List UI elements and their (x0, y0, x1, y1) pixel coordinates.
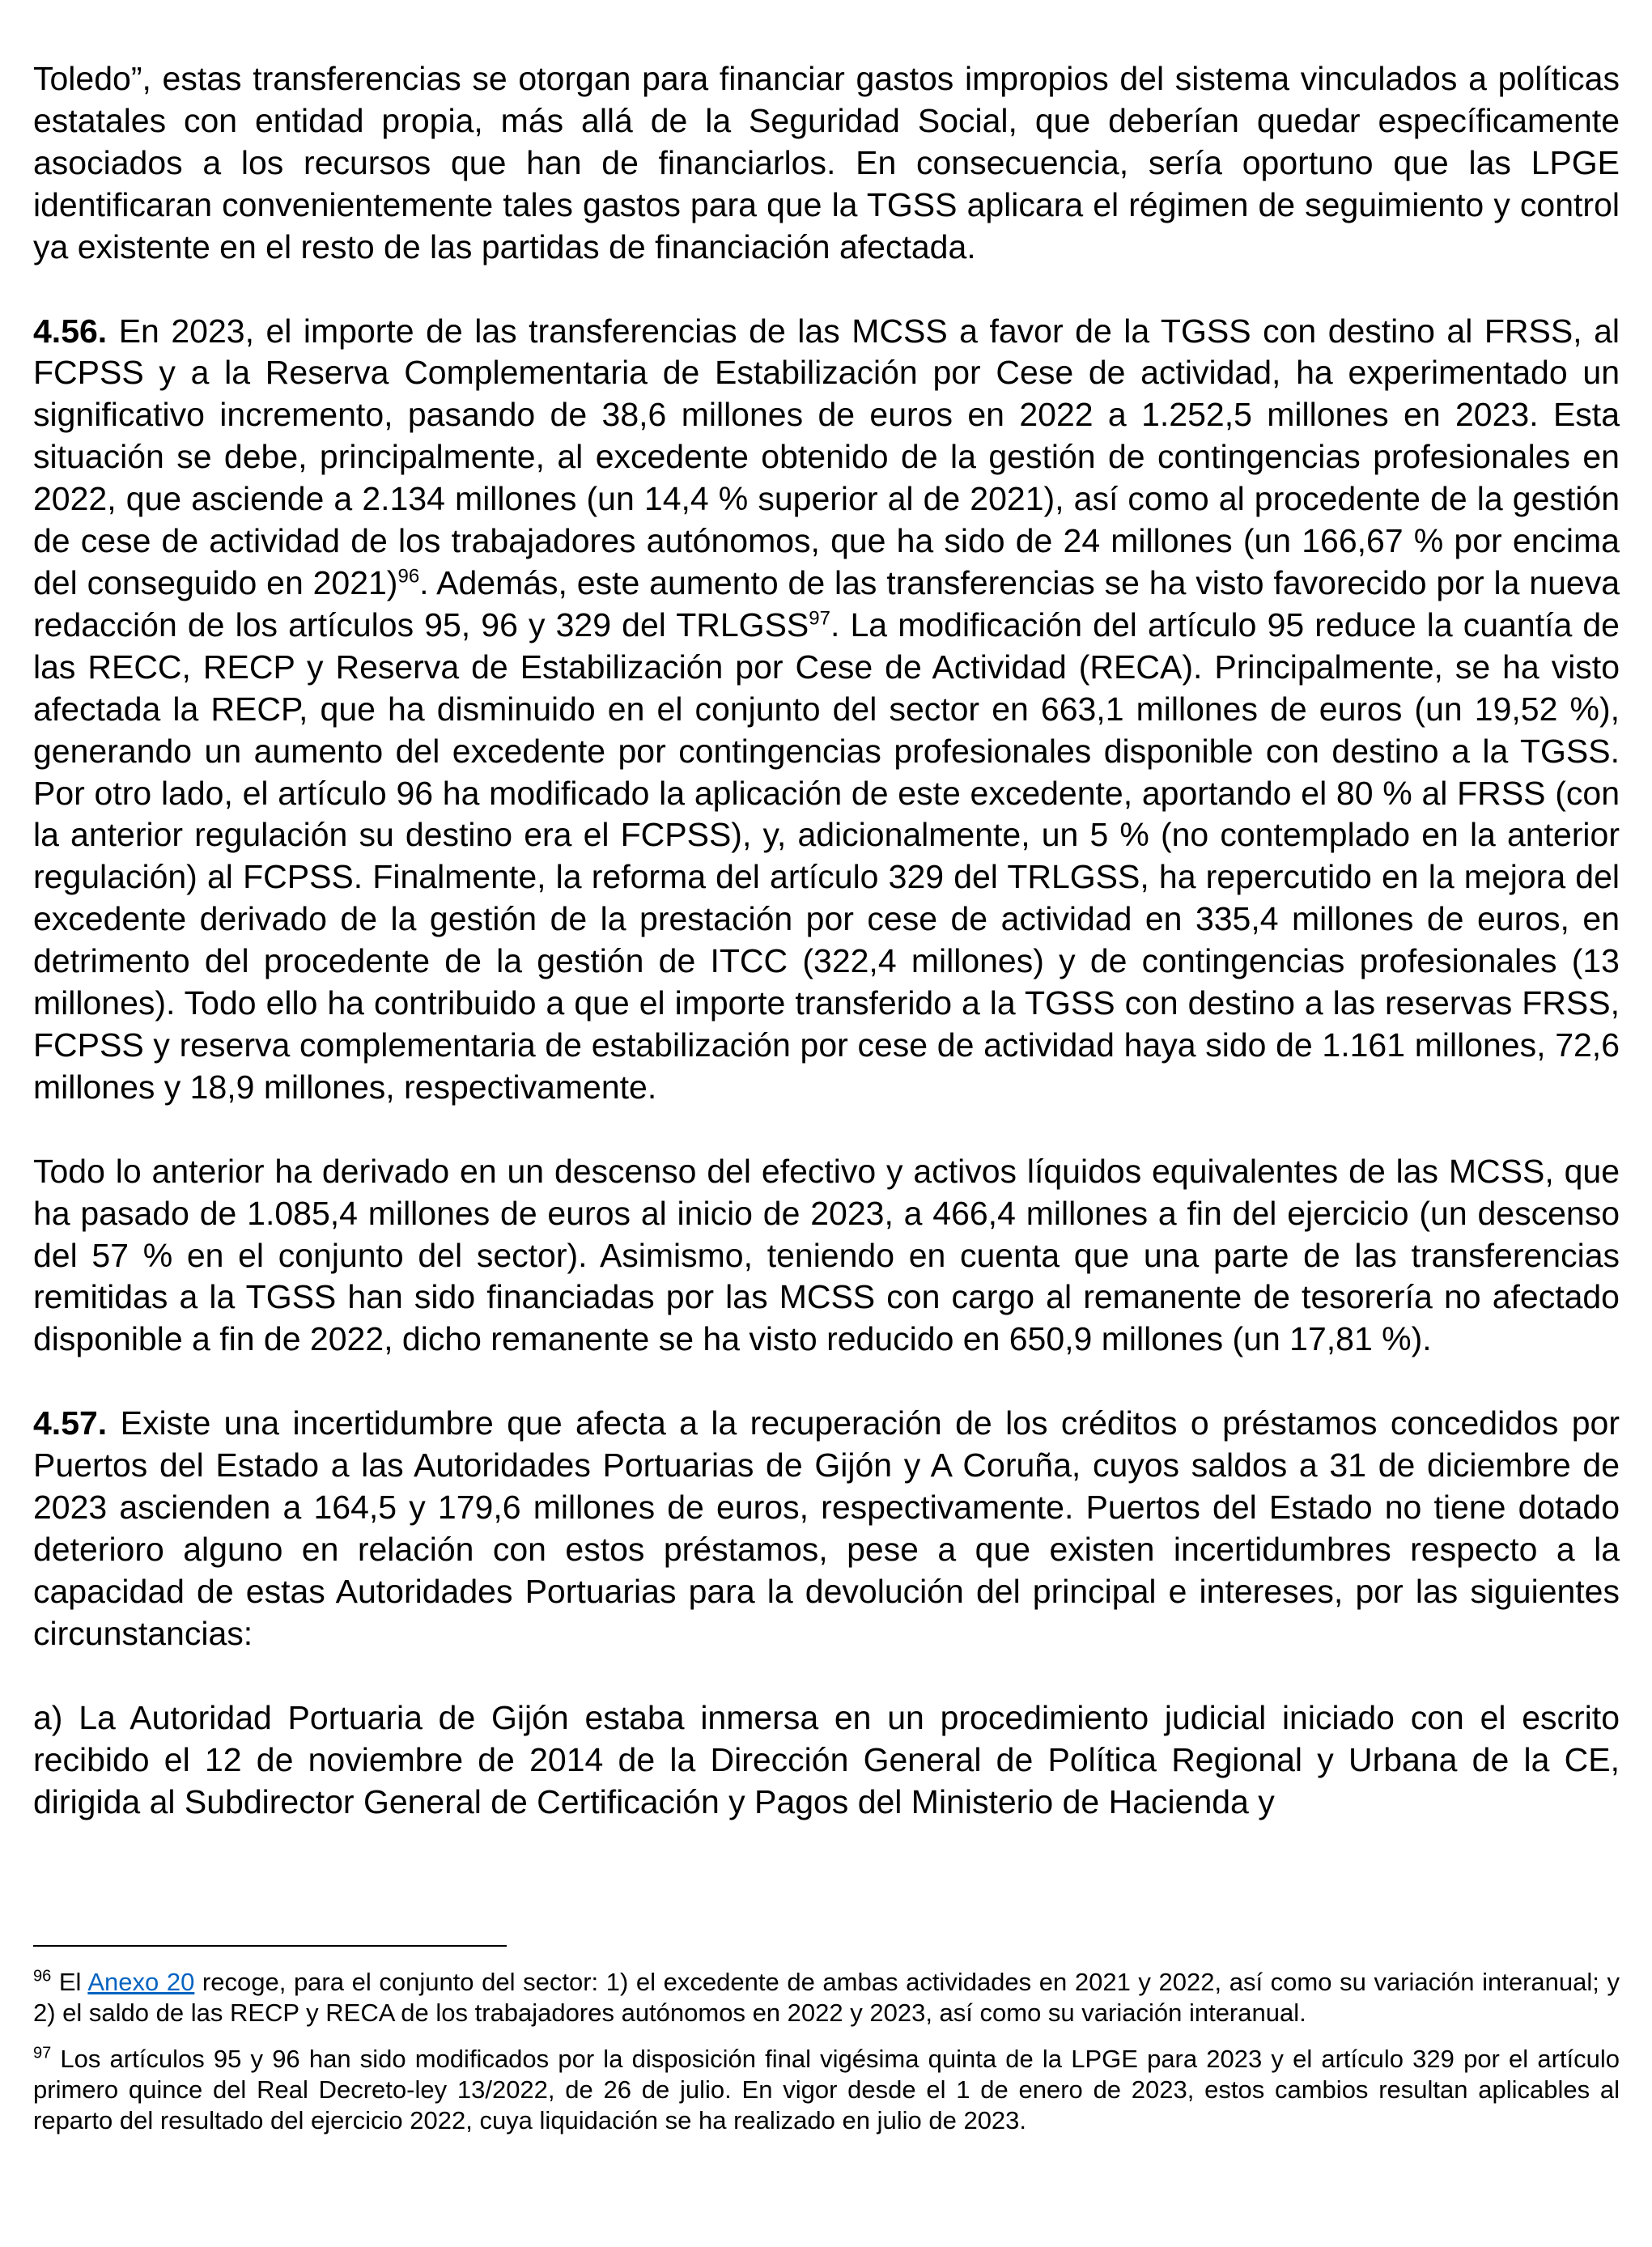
paragraph-efectivo: Todo lo anterior ha derivado en un descenso del efectivo y activos líquidos equivalentes de las MCSS, que ha pasado de 1.085,4 millones de euros al inicio de 2023, a 466,4 millones a fin del ejercicio (un descenso del 57 % en el conjunto del sector). Asimismo, teniendo en cuenta que una parte de las transferencias remitidas a la TGSS han sido financiadas por las MCSS con cargo al remanente de tesorería no afectado disponible a fin de 2022, dicho remanente se ha visto reducido en 650,9 millones (un 17,81 %). (33, 1152, 1620, 1358)
footnote-number: 97 (33, 2044, 52, 2062)
footnotes (33, 1967, 1620, 2151)
footnote-ref-96[interactable]: 96 (397, 565, 420, 588)
footnote-97: $^{97}$ Los artículos 95 y 96 han sido modificados por la disposición final vigésima quinta de la LPGE para 2023 y el artículo 329 por el artículo primero quince del Real Decreto-ley 13/2022, de 26 de julio. En vigor desde el 1 de enero de 2023, estos cambios resultan aplicables al reparto del resultado del ejercicio 2022, cuya liquidación se ha realizado en julio de 2023. (33, 2044, 1620, 2134)
anexo-20-link[interactable]: Anexo 20 (87, 1968, 195, 1996)
paragraph-intro: Toledo”, estas transferencias se otorgan para financiar gastos impropios del sistema vinculados a políticas estatales con entidad propia, más allá de la Seguridad Social, que deberían quedar específicamente asociados a los recursos que han de financiarlos. En consecuencia, sería oportuno que las LPGE identificaran convenientemente tales gastos para que la TGSS aplicara el régimen de seguimiento y control ya existente en el resto de las partidas de financiación afectada. (33, 60, 1620, 265)
footnote-number: 96 (33, 1967, 52, 1986)
footnote-96: $^{96}$ El Anexo 20 recoge, para el conjunto del sector: 1) el excedente de ambas actividades en 2021 y 2022, así como su variación interanual; y 2) el saldo de las RECP y RECA de los trabajadores autónomos en 2022 y 2023, así como su variación interanual. (33, 1967, 1620, 2027)
document-body (33, 58, 1620, 1823)
paragraph-4-57: 4.57. Existe una incertidumbre que afecta a la recuperación de los créditos o préstamos concedidos por Puertos del Estado a las Autoridades Portuarias de Gijón y A Coruña, cuyos saldos a 31 de diciembre de 2023 ascienden a 164,5 y 179,6 millones de euros, respectivamente. Puertos del Estado no tiene dotado deterioro alguno en relación con estos préstamos, pese a que existen incertidumbres respecto a la capacidad de estas Autoridades Portuarias para la devolución del principal e intereses, por las siguientes circunstancias: (33, 1404, 1620, 1652)
footnote-divider (33, 1945, 507, 1947)
paragraph-item-a: a) La Autoridad Portuaria de Gijón estaba inmersa en un procedimiento judicial iniciado con el escrito recibido el 12 de noviembre de 2014 de la Dirección General de Política Regional y Urbana de la CE, dirigida al Subdirector General de Certificación y Pagos del Ministerio de Hacienda y (33, 1698, 1620, 1820)
section-number: 4.56. (33, 312, 108, 350)
paragraph-4-56: 4.56. En 2023, el importe de las transferencias de las MCSS a favor de la TGSS con destino al FRSS, al FCPSS y a la Reserva Complementaria de Estabilización por Cese de actividad, ha experimentado un significativo incremento, pasando de 38,6 millones de euros en 2022 a 1.252,5 millones en 2023. Esta situación se debe, principalmente, al excedente obtenido de la gestión de contingencias profesionales en 2022, que asciende a 2.134 millones (un 14,4 % superior al de 2021), así como al procedente de la gestión de cese de actividad de los trabajadores autónomos, que ha sido de 24 millones (un 166,67 % por encima del conseguido en 2021)$^{96}$. Además, este aumento de las transferencias se ha visto favorecido por la nueva redacción de los artículos 95, 96 y 329 del TRLGSS$^{97}$. La modificación del artículo 95 reduce la cuantía de las RECC, RECP y Reserva de Estabilización por Cese de Actividad (RECA). Principalmente, se ha visto afectada la RECP, que ha disminuido en el conjunto del sector en 663,1 millones de euros (un 19,52 %), generando un aumento del excedente por contingencias profesionales disponible con destino a la TGSS. Por otro lado, el artículo 96 ha modificado la aplicación de este excedente, aportando el 80 % al FRSS (con la anterior regulación su destino era el FCPSS), y, adicionalmente, un 5 % (no contemplado en la anterior regulación) al FCPSS. Finalmente, la reforma del artículo 329 del TRLGSS, ha repercutido en la mejora del excedente derivado de la gestión de la prestación por cese de actividad en 335,4 millones de euros, en detrimento del procedente de la gestión de ITCC (322,4 millones) y de contingencias profesionales (13 millones). Todo ello ha contribuido a que el importe transferido a la TGSS con destino a las reservas FRSS, FCPSS y reserva complementaria de estabilización por cese de actividad haya sido de 1.161 millones, 72,6 millones y 18,9 millones, respectivamente. (33, 312, 1620, 1106)
section-number: 4.57. (33, 1404, 108, 1442)
footnote-ref-97[interactable]: 97 (809, 607, 830, 630)
